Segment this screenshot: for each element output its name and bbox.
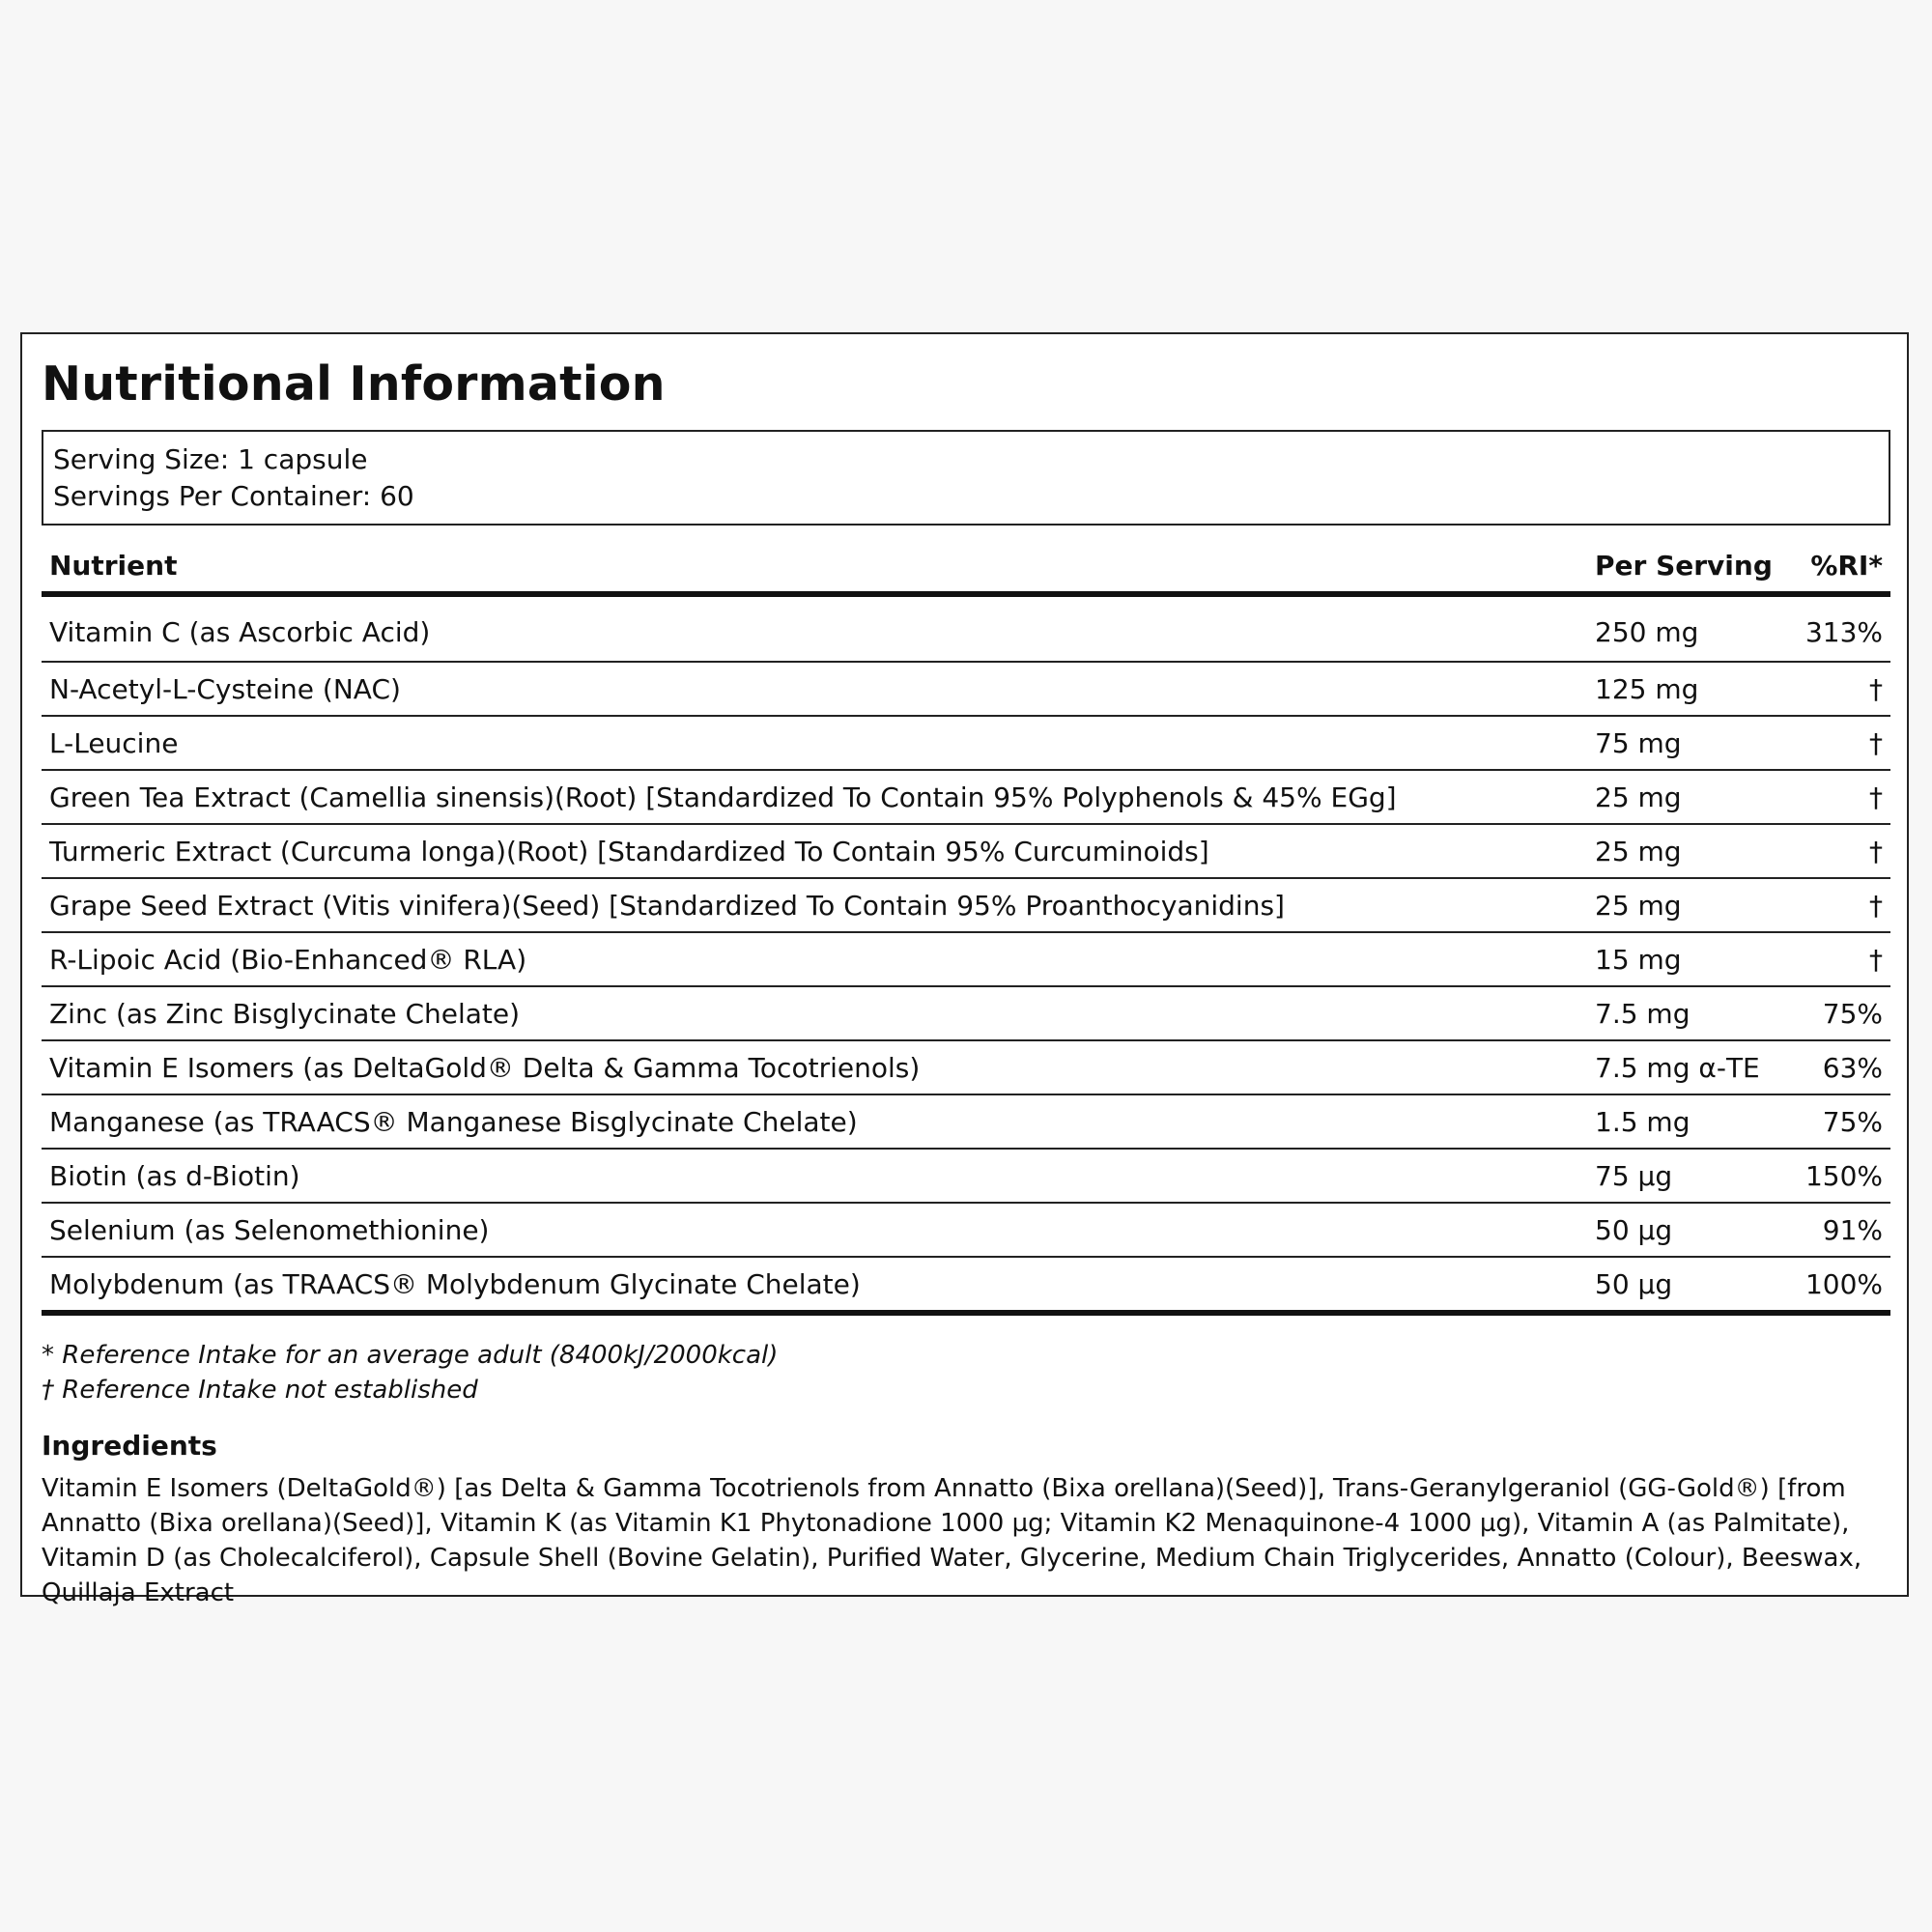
nutrient-amount: 7.5 mg α-TE bbox=[1587, 1040, 1790, 1094]
nutrient-ri: 91% bbox=[1790, 1203, 1890, 1257]
nutrient-ri: 313% bbox=[1790, 594, 1890, 662]
nutrient-name: L-Leucine bbox=[42, 716, 1587, 770]
nutrient-amount: 250 mg bbox=[1587, 594, 1790, 662]
nutrient-ri: † bbox=[1790, 662, 1890, 716]
nutrient-ri: 75% bbox=[1790, 986, 1890, 1040]
serving-info-box bbox=[42, 430, 1890, 526]
nutrient-name: Manganese (as TRAACS® Manganese Bisglycinate Chelate) bbox=[42, 1094, 1587, 1149]
nutrient-ri: 75% bbox=[1790, 1094, 1890, 1149]
nutrient-name: N-Acetyl-L-Cysteine (NAC) bbox=[42, 662, 1587, 716]
nutrient-amount: 7.5 mg bbox=[1587, 986, 1790, 1040]
nutrient-ri: † bbox=[1790, 932, 1890, 986]
nutrient-ri: † bbox=[1790, 878, 1890, 932]
nutrition-label-panel bbox=[20, 332, 1909, 1607]
nutrient-amount: 125 mg bbox=[1587, 662, 1790, 716]
ingredients-text: Vitamin E Isomers (DeltaGold®) [as Delta & Gamma Tocotrienols from Annatto (Bixa orellana)(Seed)], Trans-Geranylgeraniol (GG-Gold®) [from Annatto (Bixa orellana)(Seed)], Vitamin K (as Vitamin K1 Phytonadione 1000 µg; Vitamin K2 Menaquinone-4 1000 µg), Vitamin A (as Palmitate), Vitamin D (as Cholecalciferol), Capsule Shell (Bovine Gelatin), Purified Water, Glycerine, Medium Chain Triglycerides, Annatto (Colour), Beeswax, Quillaja Extract bbox=[42, 1474, 1862, 1607]
table-header-row bbox=[42, 540, 1890, 594]
table-row bbox=[42, 770, 1890, 824]
table-row bbox=[42, 824, 1890, 878]
nutrient-ri: 100% bbox=[1790, 1257, 1890, 1313]
nutrient-name: Selenium (as Selenomethionine) bbox=[42, 1203, 1587, 1257]
nutrient-name: Vitamin C (as Ascorbic Acid) bbox=[42, 594, 1587, 662]
nutrient-amount: 75 µg bbox=[1587, 1149, 1790, 1203]
nutrient-name: Biotin (as d-Biotin) bbox=[42, 1149, 1587, 1203]
table-row bbox=[42, 1094, 1890, 1149]
nutrient-name: Turmeric Extract (Curcuma longa)(Root) [Standardized To Contain 95% Curcuminoids] bbox=[42, 824, 1587, 878]
table-row bbox=[42, 1149, 1890, 1203]
table-row bbox=[42, 878, 1890, 932]
footnotes bbox=[42, 1338, 778, 1407]
nutrient-ri: † bbox=[1790, 824, 1890, 878]
nutrient-ri: 63% bbox=[1790, 1040, 1890, 1094]
table-row bbox=[42, 1040, 1890, 1094]
nutrient-table bbox=[42, 540, 1890, 1316]
nutrient-amount: 15 mg bbox=[1587, 932, 1790, 986]
header-nutrient: Nutrient bbox=[42, 540, 1587, 594]
nutrient-name: Zinc (as Zinc Bisglycinate Chelate) bbox=[42, 986, 1587, 1040]
nutrient-name: Green Tea Extract (Camellia sinensis)(Root) [Standardized To Contain 95% Polyphenols & 45% EGg] bbox=[42, 770, 1587, 824]
label-title: Nutritional Information bbox=[42, 356, 666, 412]
nutrient-amount: 50 µg bbox=[1587, 1203, 1790, 1257]
table-row bbox=[42, 662, 1890, 716]
table-row bbox=[42, 986, 1890, 1040]
nutrient-amount: 1.5 mg bbox=[1587, 1094, 1790, 1149]
servings-per-container: Servings Per Container: 60 bbox=[53, 480, 414, 512]
nutrient-amount: 25 mg bbox=[1587, 824, 1790, 878]
header-ri: %RI* bbox=[1790, 540, 1890, 594]
table-row bbox=[42, 1203, 1890, 1257]
nutrient-ri: † bbox=[1790, 770, 1890, 824]
header-per-serving: Per Serving bbox=[1587, 540, 1790, 594]
nutrient-name: Vitamin E Isomers (as DeltaGold® Delta & Gamma Tocotrienols) bbox=[42, 1040, 1587, 1094]
nutrient-name: Grape Seed Extract (Vitis vinifera)(Seed) [Standardized To Contain 95% Proanthocyanidins] bbox=[42, 878, 1587, 932]
nutrient-ri: 150% bbox=[1790, 1149, 1890, 1203]
footnote-reference-intake: * Reference Intake for an average adult (8400kJ/2000kcal) bbox=[42, 1341, 779, 1370]
nutrient-amount: 25 mg bbox=[1587, 770, 1790, 824]
nutrient-ri: † bbox=[1790, 716, 1890, 770]
table-row bbox=[42, 716, 1890, 770]
serving-size: Serving Size: 1 capsule bbox=[53, 443, 368, 475]
table-row bbox=[42, 1257, 1890, 1313]
nutrient-amount: 25 mg bbox=[1587, 878, 1790, 932]
nutrient-name: R-Lipoic Acid (Bio-Enhanced® RLA) bbox=[42, 932, 1587, 986]
nutrient-amount: 50 µg bbox=[1587, 1257, 1790, 1313]
footnote-not-established: † Reference Intake not established bbox=[42, 1376, 478, 1405]
table-row bbox=[42, 594, 1890, 662]
ingredients-heading: Ingredients bbox=[42, 1430, 217, 1462]
nutrient-name: Molybdenum (as TRAACS® Molybdenum Glycinate Chelate) bbox=[42, 1257, 1587, 1313]
table-row bbox=[42, 932, 1890, 986]
nutrient-amount: 75 mg bbox=[1587, 716, 1790, 770]
